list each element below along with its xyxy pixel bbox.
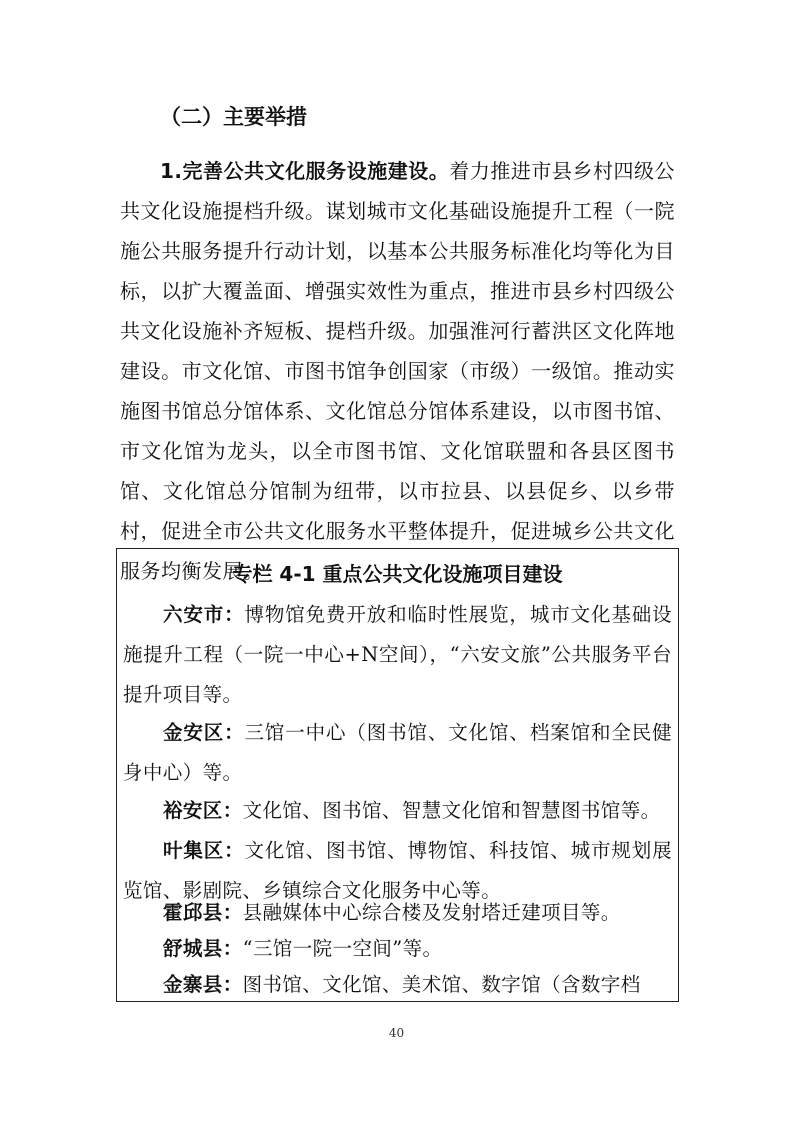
project-box [116, 548, 679, 1002]
entry-text: 文化馆、图书馆、博物馆、科技馆、城市规划展览馆、影剧院、乡镇综合文化服务中心等。 [123, 839, 672, 902]
entry-name: 金安区： [163, 721, 245, 744]
entry-name: 六安市： [163, 603, 245, 626]
entry-name: 舒城县： [163, 937, 243, 960]
box-entry-luan [123, 595, 672, 715]
page-number: 40 [388, 1026, 405, 1040]
box-entry-yuan [123, 791, 672, 831]
entry-text: 文化馆、图书馆、智慧文化馆和智慧图书馆等。 [242, 799, 661, 822]
entry-text: 三馆一中心（图书馆、文化馆、档案馆和全民健身中心）等。 [123, 721, 672, 784]
entry-text: 县融媒体中心综合楼及发射塔迁建项目等。 [242, 901, 621, 924]
box-entry-huoqiu [123, 893, 672, 933]
paragraph-lead: 1.完善公共文化服务设施建设。 [160, 159, 450, 183]
entry-name: 裕安区： [163, 799, 243, 822]
entry-name: 叶集区： [163, 839, 245, 862]
entry-text: “三馆一院一空间”等。 [242, 937, 443, 960]
box-entry-jinzhai [123, 965, 672, 1005]
paragraph-text: 着力推进市县乡村四级公共文化设施提档升级。谋划城市文化基础设施提升工程（一院施公共服务提升行动计划，以基本公共服务标准化均等化为目标，以扩大覆盖面、增强实效性为重点，推进市县乡村四级公共文化设施补齐短板、提档升级。加强淮河行蓄洪区文化阵地建设。市文化馆、市图书馆争创国家（市级）一级馆。推动实施图书馆总分馆体系、文化馆总分馆体系建设，以市图书馆、市文化馆为龙头，以全市图书馆、文化馆联盟和各县区图书馆、文化馆总分馆制为纽带，以市拉县、以县促乡、以乡带村，促进全市公共文化服务水平整体提升，促进城乡公共文化服务均衡发展。 [120, 159, 675, 583]
box-entry-shucheng [123, 929, 672, 969]
entry-name: 金寨县： [163, 973, 243, 996]
entry-text: 博物馆免费开放和临时性展览，城市文化基础设施提升工程（一院一中心+N空间），“六安文旅”公共服务平台提升项目等。 [123, 603, 672, 706]
section-heading: （二）主要举措 [160, 105, 307, 129]
box-entry-jinan [123, 713, 672, 793]
box-title: 专栏 4-1 重点公共文化设施项目建设 [232, 562, 563, 586]
entry-name: 霍邱县： [163, 901, 243, 924]
entry-text: 图书馆、文化馆、美术馆、数字馆（含数字档 [242, 973, 641, 996]
body-paragraph [120, 151, 675, 591]
